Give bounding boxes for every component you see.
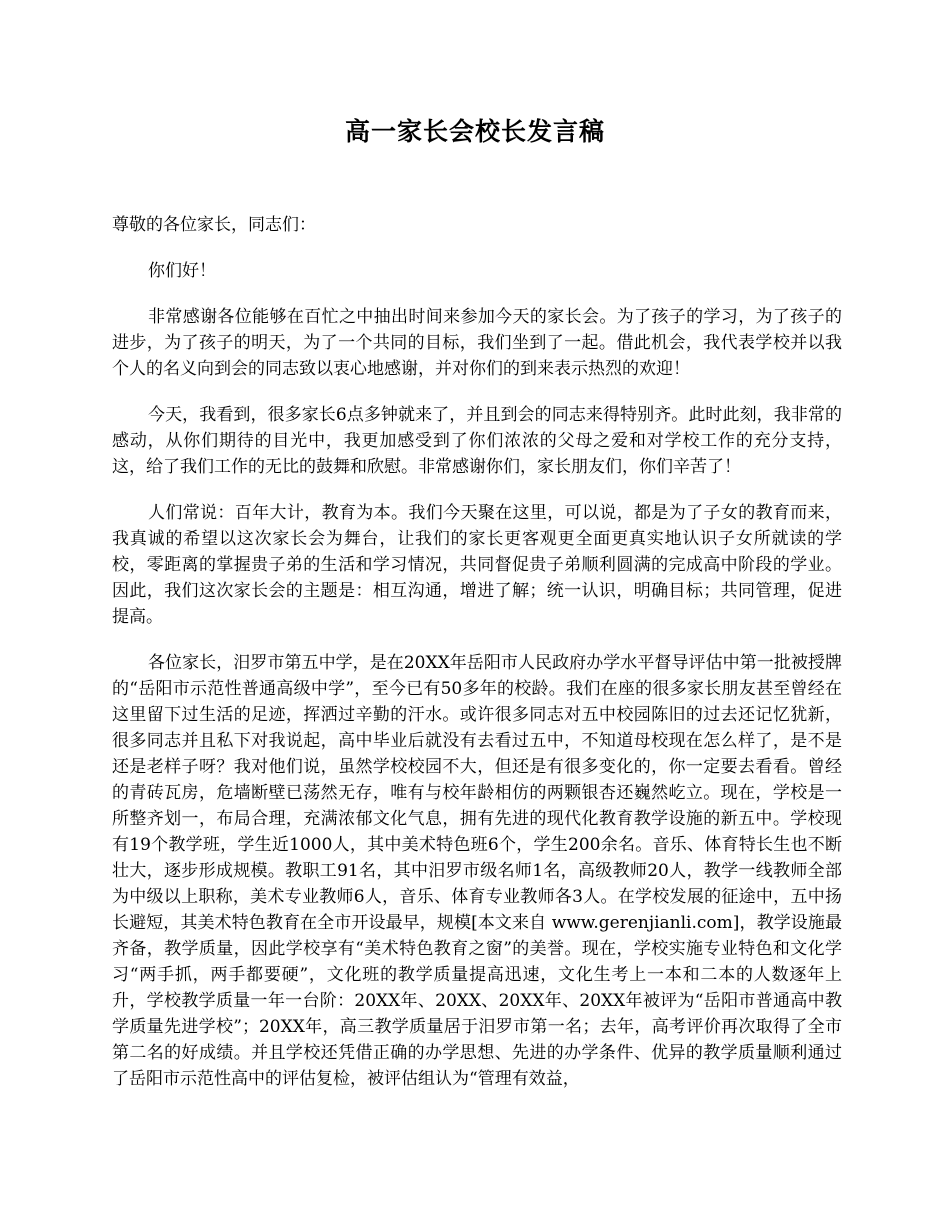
paragraph-school-intro: 各位家长，汨罗市第五中学，是在20XX年岳阳市人民政府办学水平督导评估中第一批被授牌的“岳阳市示范性普通高级中学”，至今已有50多年的校龄。我们在座的很多家长朋友甚至曾经在这里留下过生活的足迹，挥洒过辛勤的汗水。或许很多同志对五中校园陈旧的过去还记忆犹新，很多同志并且私下对我说起，高中毕业后就没有去看过五中，不知道母校现在怎么样了，是不是还是老样子呀？我对他们说，虽然学校校园不大，但还是有很多变化的，你一定要去看看。曾经的青砖瓦房，危墙断壁已荡然无存，唯有与校年龄相仿的两颗银杏还巍然屹立。现在，学校是一所整齐划一，布局合理，充满浓郁文化气息，拥有先进的现代化教育教学设施的新五中。学校现有19个教学班，学生近1000人，其中美术特色班6个，学生200余名。音乐、体育特长生也不断壮大，逐步形成规模。教职工91名，其中汨罗市级名师1名，高级教师20人，教学一线教师全部为中级以上职称，美术专业教师6人，音乐、体育专业教师各3人。在学校发展的征途中，五中扬长避短，其美术特色教育在全市开设最早，规模[本文来自 www.gerenjianli.com]，教学设施最齐备，教学质量，因此学校享有“美术特色教育之窗”的美誉。现在，学校实施专业特色和文化学习“两手抓，两手都要硬”，文化班的教学质量提高迅速，文化生考上一本和二本的人数逐年上升，学校教学质量一年一台阶：20XX年、20XX、20XX年、20XX年被评为“岳阳市普通高中教学质量先进学校”；20XX年，高三教学质量居于汨罗市第一名；去年，高考评价再次取得了全市第二名的好成绩。并且学校还凭借正确的办学思想、先进的办学条件、优异的教学质量顺利通过了岳阳市示范性高中的评估复检，被评估组认为“管理有效益， (112, 653, 842, 1089)
salutation: 尊敬的各位家长，同志们： (112, 215, 316, 235)
paragraph-today: 今天，我看到，很多家长6点多钟就来了，并且到会的同志来得特别齐。此时此刻，我非常的感动，从你们期待的目光中，我更加感受到了你们浓浓的父母之爱和对学校工作的充分支持，这，给了我们工作的无比的鼓舞和欣慰。非常感谢你们，家长朋友们，你们辛苦了！ (112, 405, 842, 477)
document-body (112, 212, 842, 1092)
paragraph-greeting: 你们好！ (148, 261, 216, 281)
paragraph-thanks: 非常感谢各位能够在百忙之中抽出时间来参加今天的家长会。为了孩子的学习，为了孩子的进步，为了孩子的明天，为了一个共同的目标，我们坐到了一起。借此机会，我代表学校并以我个人的名义向到会的同志致以衷心地感谢，并对你们的到来表示热烈的欢迎！ (112, 307, 842, 379)
paragraph-education: 人们常说：百年大计，教育为本。我们今天聚在这里，可以说，都是为了子女的教育而来，我真诚的希望以这次家长会为舞台，让我们的家长更客观更全面更真实地认识子女所就读的学校，零距离的掌握贵子弟的生活和学习情况，共同督促贵子弟顺利圆满的完成高中阶段的学业。因此，我们这次家长会的主题是：相互沟通，增进了解；统一认识，明确目标；共同管理，促进提高。 (112, 503, 842, 627)
page-title: 高一家长会校长发言稿 (344, 117, 605, 146)
